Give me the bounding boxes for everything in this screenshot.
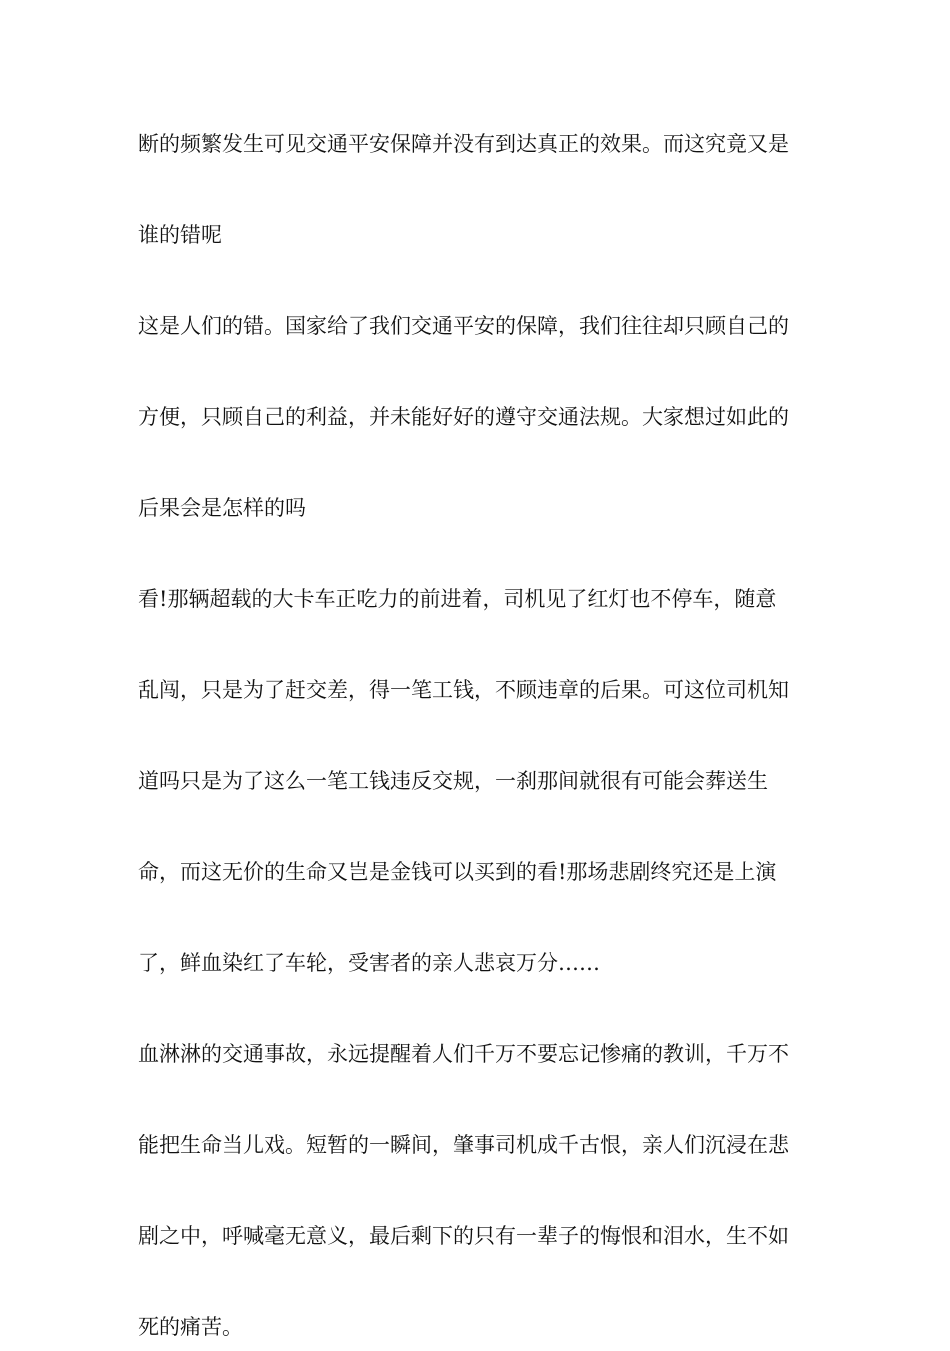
text-line: 看!那辆超载的大卡车正吃力的前进着，司机见了红灯也不停车，随意	[138, 587, 777, 611]
text-line: 谁的错呢	[138, 223, 222, 247]
text-line: 道吗只是为了这么一笔工钱违反交规，一刹那间就很有可能会葬送生	[138, 769, 768, 793]
text-line: 死的痛苦。	[138, 1315, 243, 1339]
paragraph-4	[138, 1032, 818, 1351]
document-body	[138, 122, 818, 1351]
text-line: 这是人们的错。国家给了我们交通平安的保障，我们往往却只顾自己的	[138, 314, 789, 338]
paragraph-3	[138, 577, 818, 987]
text-line: 血淋淋的交通事故，永远提醒着人们千万不要忘记惨痛的教训，千万不	[138, 1042, 789, 1066]
text-line: 了，鲜血染红了车轮，受害者的亲人悲哀万分……	[138, 951, 600, 975]
text-line: 乱闯，只是为了赶交差，得一笔工钱，不顾违章的后果。可这位司机知	[138, 678, 789, 702]
text-line: 命，而这无价的生命又岂是金钱可以买到的看!那场悲剧终究还是上演	[138, 860, 777, 884]
paragraph-1	[138, 122, 818, 259]
text-line: 能把生命当儿戏。短暂的一瞬间，肇事司机成千古恨，亲人们沉浸在悲	[138, 1133, 789, 1157]
text-line: 剧之中，呼喊毫无意义，最后剩下的只有一辈子的悔恨和泪水，生不如	[138, 1224, 789, 1248]
paragraph-2	[138, 304, 818, 532]
text-line: 后果会是怎样的吗	[138, 496, 306, 520]
text-line: 断的频繁发生可见交通平安保障并没有到达真正的效果。而这究竟又是	[138, 132, 789, 156]
text-line: 方便，只顾自己的利益，并未能好好的遵守交通法规。大家想过如此的	[138, 405, 789, 429]
